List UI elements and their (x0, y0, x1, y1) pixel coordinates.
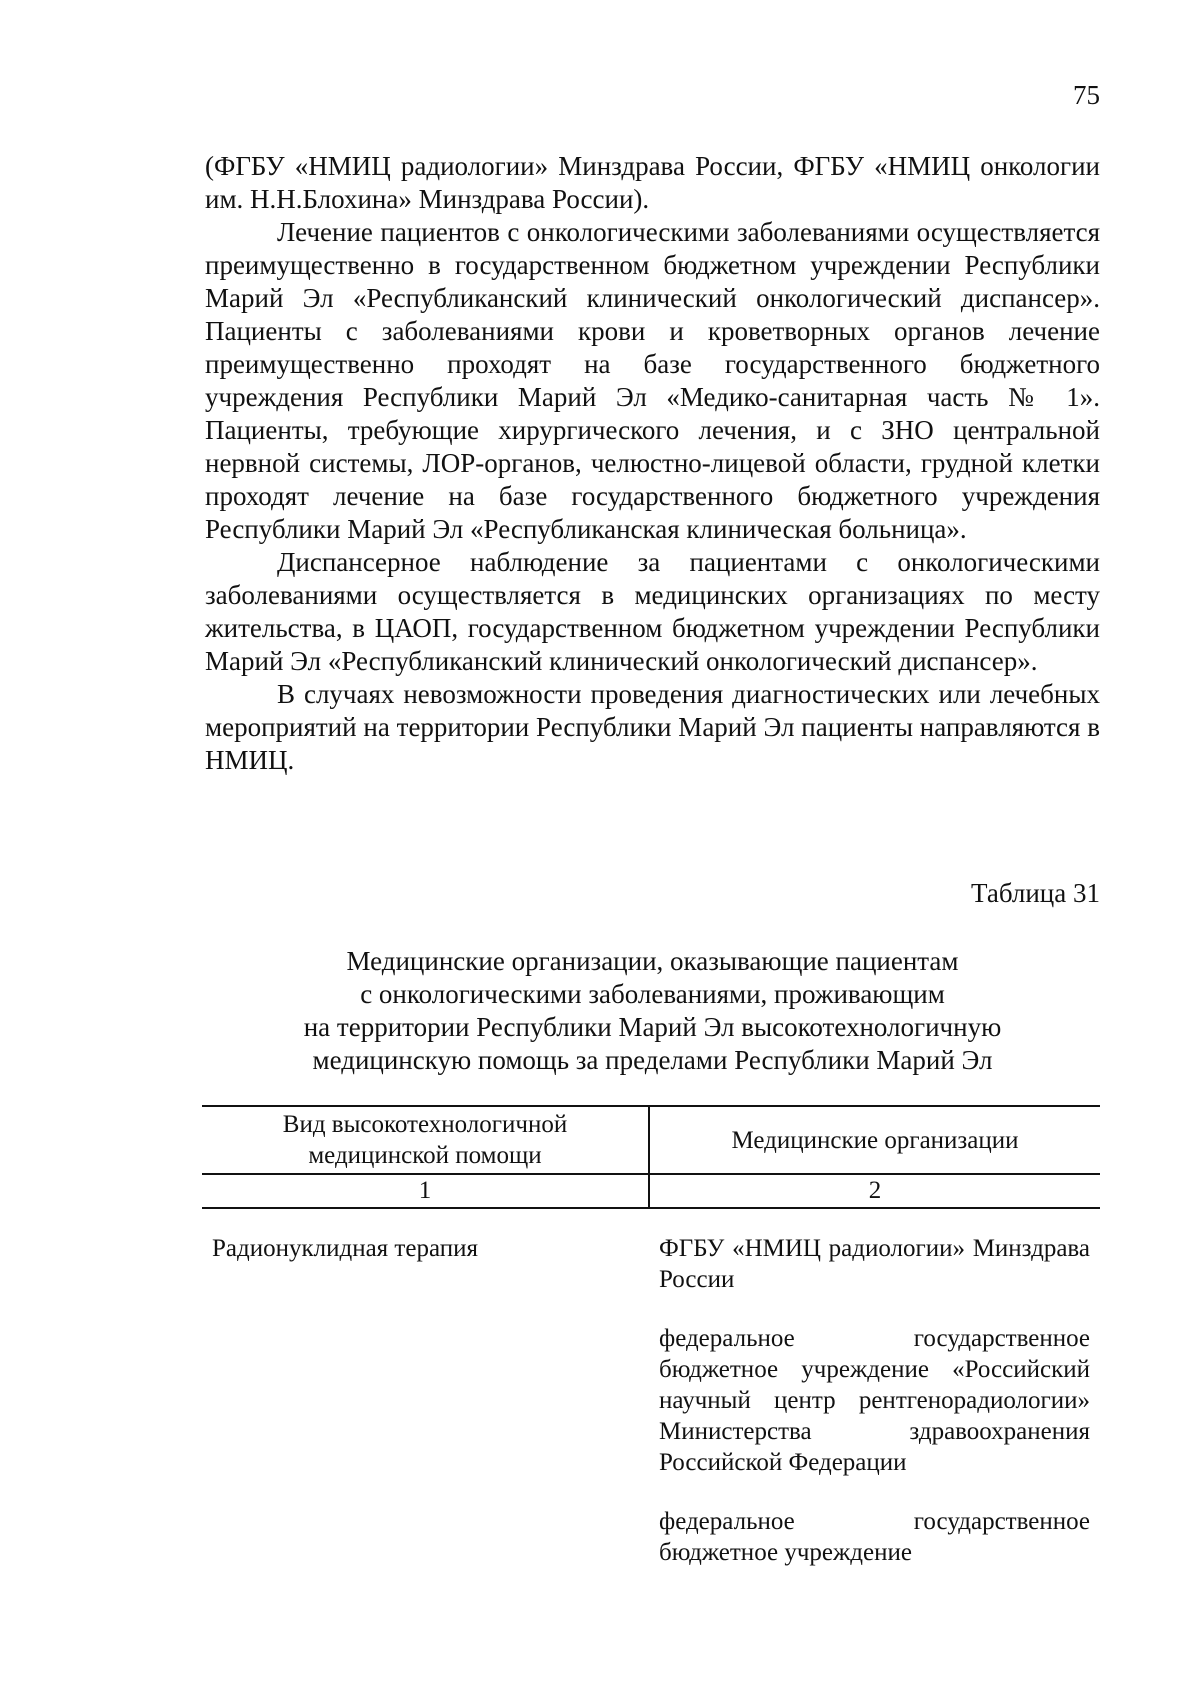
page-number: 75 (1073, 80, 1100, 110)
column-header-organizations: Медицинские организации (649, 1106, 1100, 1174)
care-type-cell: Радионуклидная терапия (212, 1235, 478, 1262)
table-caption: Таблица 31 (971, 878, 1100, 908)
organizations-table (202, 1105, 1100, 1596)
table-title-line: медицинскую помощь за пределами Республики Марий Эл (312, 1045, 993, 1075)
organization-entry: ФГБУ «НМИЦ радиологии» Минздрава России (659, 1235, 1090, 1293)
paragraph-treatment: Лечение пациентов с онкологическими заболеваниями осуществляется преимущественно в государственном бюджетном учреждении Республики Марий Эл «Республиканский клинический онкологический диспансер». Пациенты с заболеваниями крови и кроветворных органов лечение преимущественно проходят на базе государственного бюджетного учреждения Республики Марий Эл «Медико-санитарная часть № 1». Пациенты, требующие хирургического лечения, и с ЗНО центральной нервной системы, ЛОР-органов, челюстно-лицевой области, грудной клетки проходят лечение на базе государственного бюджетного учреждения Республики Марий Эл «Республиканская клиническая больница». (205, 217, 1100, 544)
organization-entry: федеральное государственное бюджетное учреждение «Российский научный центр рентгенорадиологии» Министерства здравоохранения Российской Федерации (659, 1325, 1090, 1476)
organizations-table-grid (202, 1105, 1100, 1596)
paragraph-referral: В случаях невозможности проведения диагностических или лечебных мероприятий на территории Республики Марий Эл пациенты направляются в НМИЦ. (205, 679, 1100, 775)
column-header-care-type: Вид высокотехнологичной медицинской помощи (202, 1106, 649, 1174)
column-number: 1 (202, 1174, 649, 1208)
paragraph-continuation: (ФГБУ «НМИЦ радиологии» Минздрава России, ФГБУ «НМИЦ онкологии им. Н.Н.Блохина» Минздрава России). (205, 151, 1100, 214)
column-number: 2 (649, 1174, 1100, 1208)
table-title-line: с онкологическими заболеваниями, проживающим (360, 979, 945, 1009)
table-header-row (202, 1106, 1100, 1174)
table-title (205, 945, 1100, 1077)
organization-entry: федеральное государственное бюджетное учреждение (659, 1508, 1090, 1566)
table-title-line: Медицинские организации, оказывающие пациентам (346, 946, 959, 976)
organizations-cell (649, 1208, 1100, 1596)
body-text (205, 150, 1100, 777)
table-column-numbers-row (202, 1174, 1100, 1208)
paragraph-dispensary: Диспансерное наблюдение за пациентами с онкологическими заболеваниями осуществляется в медицинских организациях по месту жительства, в ЦАОП, государственном бюджетном учреждении Республики Марий Эл «Республиканский клинический онкологический диспансер». (205, 547, 1100, 676)
table-title-line: на территории Республики Марий Эл высокотехнологичную (303, 1012, 1002, 1042)
table-row (202, 1208, 1100, 1596)
